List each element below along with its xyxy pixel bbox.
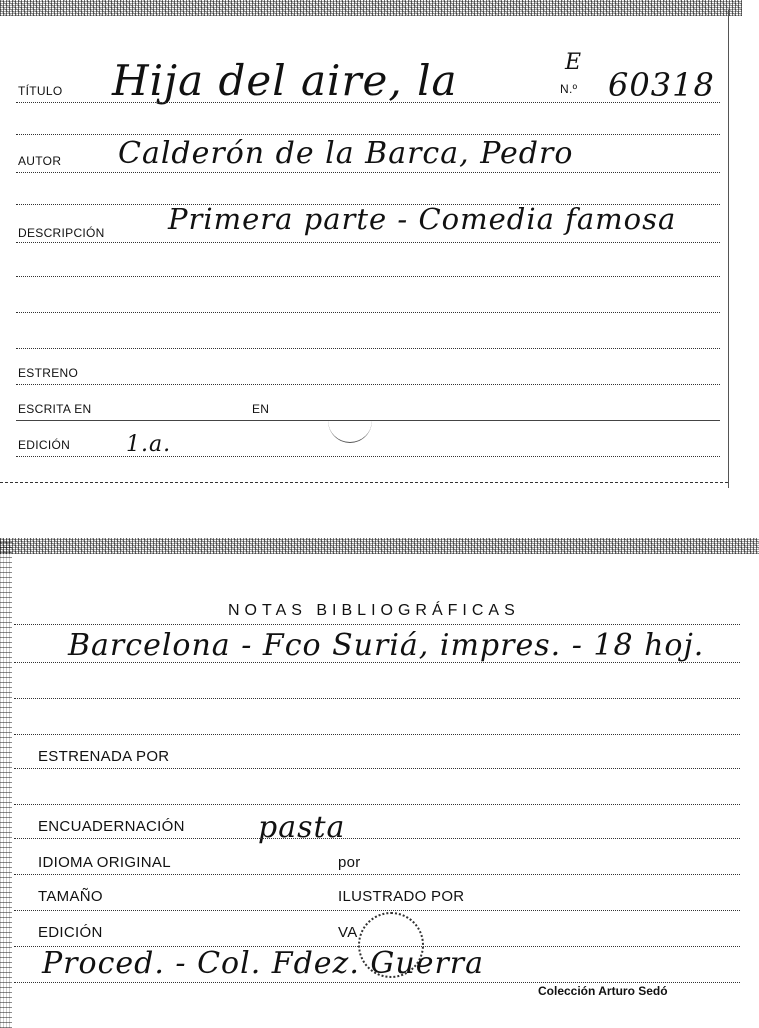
card-right-edge [728, 10, 729, 488]
descripcion-label: DESCRIPCIÓN [18, 226, 105, 240]
autor-rule [16, 172, 720, 173]
encuadernacion-label: ENCUADERNACIÓN [38, 818, 185, 835]
number-letter: E [565, 50, 583, 75]
titulo-value: Hija del aire, la [112, 56, 458, 105]
tamano-rule [14, 910, 740, 911]
blank-rule [14, 734, 740, 735]
scan-noise-top [0, 0, 742, 16]
number-value: 60318 [608, 66, 715, 104]
estrenada-por-label: ESTRENADA POR [38, 748, 170, 765]
estreno-label: ESTRENO [18, 366, 79, 380]
separator-rule [16, 134, 720, 135]
blank-rule [16, 348, 720, 349]
notas-rule [14, 662, 740, 663]
notas-heading: NOTAS BIBLIOGRÁFICAS [228, 602, 520, 619]
heading-rule [14, 624, 740, 625]
edicion-back-label: EDICIÓN [38, 924, 103, 941]
encuadernacion-value: pasta [258, 810, 346, 845]
encuadernacion-rule [14, 838, 740, 839]
catalog-card-back [0, 538, 759, 1028]
coleccion-label: Colección Arturo Sedó [538, 984, 668, 998]
card-bottom-rule [0, 482, 728, 483]
descripcion-value: Primera parte - Comedia famosa [168, 202, 677, 236]
tamano-label: TAMAÑO [38, 888, 103, 905]
estreno-rule [16, 384, 720, 385]
titulo-label: TÍTULO [18, 84, 63, 98]
blank-rule [16, 276, 720, 277]
escrita-en-label: ESCRITA EN [18, 402, 92, 416]
estrenada-rule [14, 768, 740, 769]
idioma-rule [14, 874, 740, 875]
idioma-original-label: IDIOMA ORIGINAL [38, 854, 171, 871]
blot-stamp [328, 398, 372, 443]
autor-label: AUTOR [18, 154, 62, 168]
edicion-label: EDICIÓN [18, 438, 71, 452]
blank-rule [14, 698, 740, 699]
number-prefix: N.º [560, 82, 578, 96]
valor-label: VA [338, 924, 358, 941]
proced-rule [14, 982, 740, 983]
titulo-rule [16, 102, 720, 103]
en-label: EN [252, 402, 270, 416]
catalog-card-front [0, 0, 742, 492]
blank-rule [14, 804, 740, 805]
descripcion-rule [16, 242, 720, 243]
edicion-value: 1.a. [126, 432, 172, 457]
scan-noise-top [0, 538, 759, 554]
ilustrado-por-label: ILUSTRADO POR [338, 888, 465, 905]
por-label: por [338, 854, 361, 871]
autor-value: Calderón de la Barca, Pedro [118, 136, 574, 171]
edicion-rule [16, 456, 720, 457]
proced-value: Proced. - Col. Fdez. Guerra [42, 946, 485, 981]
blank-rule [16, 312, 720, 313]
scan-noise-left [0, 538, 12, 1028]
notas-value: Barcelona - Fco Suriá, impres. - 18 hoj. [68, 628, 705, 663]
